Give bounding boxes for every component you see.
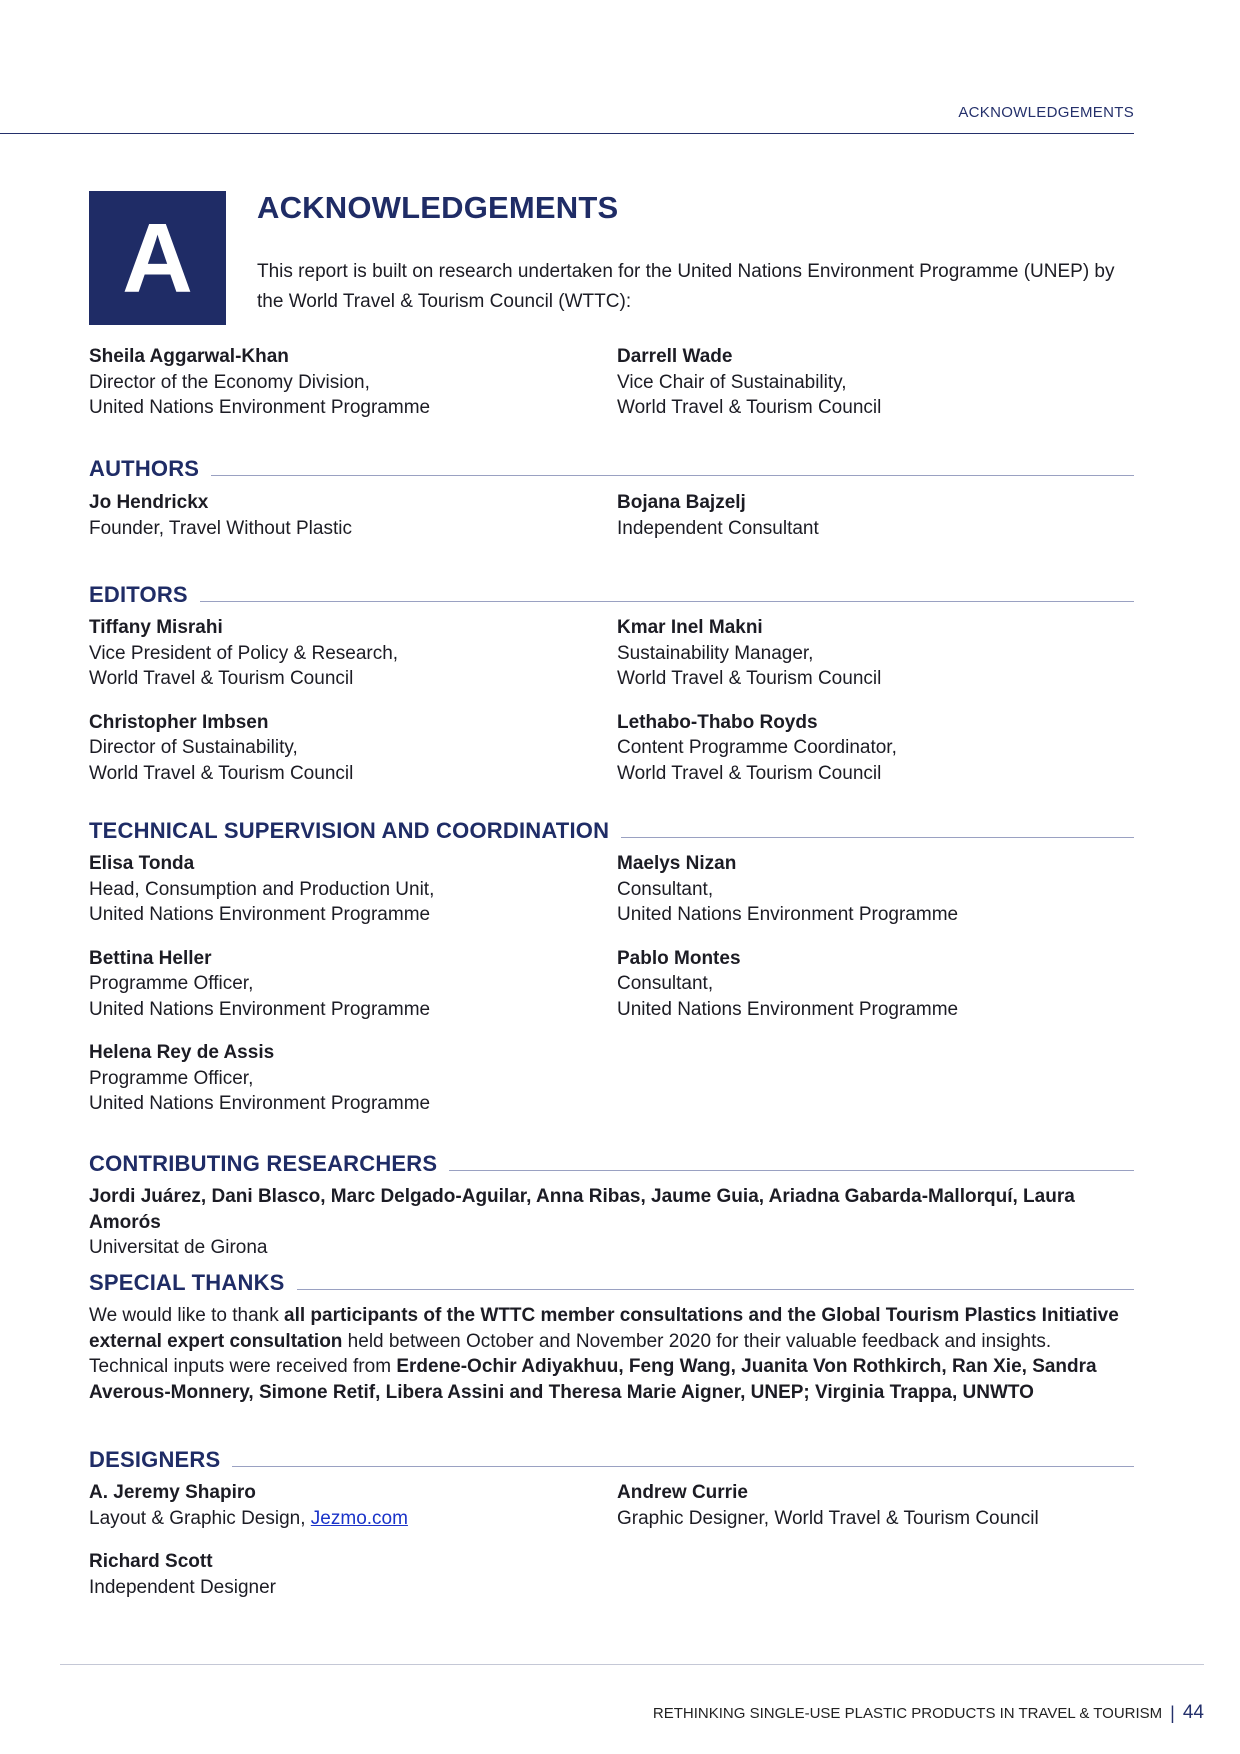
person-organization: World Travel & Tourism Council (617, 762, 882, 784)
person-entry (617, 1480, 1134, 1531)
person-organization: United Nations Environment Programme (617, 998, 959, 1020)
person-role: Sustainability Manager, (617, 642, 814, 664)
person-name: Jo Hendrickx (89, 492, 209, 513)
section-title: TECHNICAL SUPERVISION AND COORDINATION (89, 818, 610, 843)
person-role: Independent Consultant (617, 517, 819, 539)
section-title: CONTRIBUTING RESEARCHERS (89, 1151, 438, 1176)
person-organization: United Nations Environment Programme (89, 904, 431, 925)
person-role: Consultant, (617, 973, 714, 994)
person-name: Helena Rey de Assis (89, 1042, 275, 1063)
person-entry (617, 490, 1134, 541)
leads-list (89, 344, 1134, 421)
person-role (89, 1506, 617, 1532)
person-name: Bettina Heller (89, 947, 212, 969)
editors-heading (89, 582, 1134, 608)
person-role: Director of Sustainability, (89, 737, 298, 758)
thanks-contributors: Erdene-Ochir Adiyakhuu, Feng Wang, Juanita Von Rothkirch, Ran Xie, Sandra Averous-Monnery, Simone Retif, Libera Assini and Theresa Marie Aigner, UNEP; Virginia Trappa, UNWTO (89, 1356, 1097, 1403)
person-entry (89, 710, 617, 787)
person-role: Head, Consumption and Production Unit, (89, 878, 435, 900)
person-entry (617, 344, 1134, 421)
person-role: Programme Officer, (89, 1067, 254, 1089)
person-role: Consultant, (617, 878, 714, 900)
section-rule (200, 601, 1134, 602)
thanks-text: held between October and November 2020 for their valuable feedback and insights. Technical inputs were received from (89, 1330, 1052, 1377)
person-name: A. Jeremy Shapiro (89, 1482, 256, 1503)
person-name: Richard Scott (89, 1551, 213, 1572)
section-rule (297, 1289, 1134, 1290)
person-organization: World Travel & Tourism Council (617, 668, 882, 689)
section-rule (621, 837, 1134, 838)
researchers-names: Jordi Juárez, Dani Blasco, Marc Delgado-Aguilar, Anna Ribas, Jaume Guia, Ariadna Gabarda-Mallorquí, Laura Amorós (89, 1186, 1075, 1233)
person-role-text: Layout & Graphic Design, (89, 1507, 311, 1529)
person-entry (617, 851, 1134, 928)
person-role: Vice Chair of Sustainability, (617, 371, 847, 393)
person-name: Sheila Aggarwal-Khan (89, 346, 289, 367)
person-entry (89, 615, 617, 692)
section-rule (449, 1170, 1134, 1171)
editors-list (89, 615, 1134, 786)
section-rule (211, 475, 1134, 476)
intro-paragraph: This report is built on research undertaken for the United Nations Environment Programme (UNEP) by the World Travel & Tourism Council (WTTC): (257, 261, 1115, 312)
person-organization: World Travel & Tourism Council (89, 668, 354, 689)
person-name: Tiffany Misrahi (89, 617, 223, 638)
person-role: Programme Officer, (89, 973, 254, 994)
person-entry (89, 1480, 617, 1531)
section-title: AUTHORS (89, 456, 200, 481)
technical-heading (89, 818, 1134, 844)
person-name: Andrew Currie (617, 1482, 748, 1503)
person-entry (617, 946, 1134, 1023)
person-role: Director of the Economy Division, (89, 371, 370, 393)
person-organization: United Nations Environment Programme (617, 904, 959, 925)
thanks-heading (89, 1270, 1134, 1296)
section-title: DESIGNERS (89, 1447, 221, 1472)
designers-heading (89, 1447, 1134, 1473)
designers-list (89, 1480, 1134, 1600)
person-organization: United Nations Environment Programme (89, 1093, 431, 1114)
person-entry (617, 615, 1134, 692)
jezmo-link[interactable]: Jezmo.com (310, 1507, 408, 1529)
technical-list (89, 851, 1134, 1117)
person-role: Independent Designer (89, 1576, 276, 1598)
person-role: Graphic Designer, World Travel & Tourism Council (617, 1507, 1039, 1529)
thanks-bold-text: all participants of the WTTC member consultations and the Global Tourism Plastics Initiative external expert consultation (89, 1305, 1119, 1352)
page-footer (653, 1702, 1204, 1724)
person-entry (89, 1549, 617, 1600)
researchers-affiliation: Universitat de Girona (89, 1237, 268, 1258)
researchers-block (89, 1184, 1134, 1261)
footer-title: RETHINKING SINGLE-USE PLASTIC PRODUCTS IN TRAVEL & TOURISM (652, 1704, 1163, 1722)
person-entry (89, 344, 617, 421)
person-name: Darrell Wade (617, 346, 733, 367)
footer-separator: | (1170, 1702, 1175, 1723)
page-title: ACKNOWLEDGEMENTS (257, 190, 619, 225)
person-name: Lethabo-Thabo Royds (617, 711, 818, 733)
person-entry (89, 851, 617, 928)
person-entry (89, 490, 617, 541)
person-organization: World Travel & Tourism Council (89, 762, 354, 784)
authors-heading (89, 456, 1134, 482)
person-name: Elisa Tonda (89, 853, 195, 874)
person-organization: United Nations Environment Programme (89, 397, 431, 418)
person-entry (89, 1040, 617, 1117)
person-name: Christopher Imbsen (89, 711, 269, 733)
person-entry (89, 946, 617, 1023)
thanks-paragraph (89, 1303, 1134, 1405)
thanks-text: We would like to thank (89, 1305, 285, 1326)
page-number: 44 (1182, 1702, 1204, 1723)
authors-list (89, 490, 1134, 541)
section-title: EDITORS (89, 582, 188, 607)
section-title: SPECIAL THANKS (89, 1270, 285, 1295)
running-head: ACKNOWLEDGEMENTS (958, 104, 1134, 121)
person-role: Vice President of Policy & Research, (89, 642, 399, 664)
person-name: Kmar Inel Makni (617, 617, 763, 638)
section-rule (232, 1466, 1134, 1467)
person-entry (617, 710, 1134, 787)
header-rule (0, 133, 1134, 134)
section-letter-block: A (89, 191, 226, 325)
researchers-heading (89, 1151, 1134, 1177)
person-name: Maelys Nizan (617, 853, 737, 874)
person-name: Pablo Montes (617, 947, 741, 969)
person-organization: United Nations Environment Programme (89, 998, 431, 1020)
person-role: Founder, Travel Without Plastic (89, 517, 352, 539)
footer-rule (60, 1664, 1204, 1665)
person-name: Bojana Bajzelj (617, 492, 746, 513)
person-organization: World Travel & Tourism Council (617, 397, 882, 418)
person-role: Content Programme Coordinator, (617, 737, 897, 758)
